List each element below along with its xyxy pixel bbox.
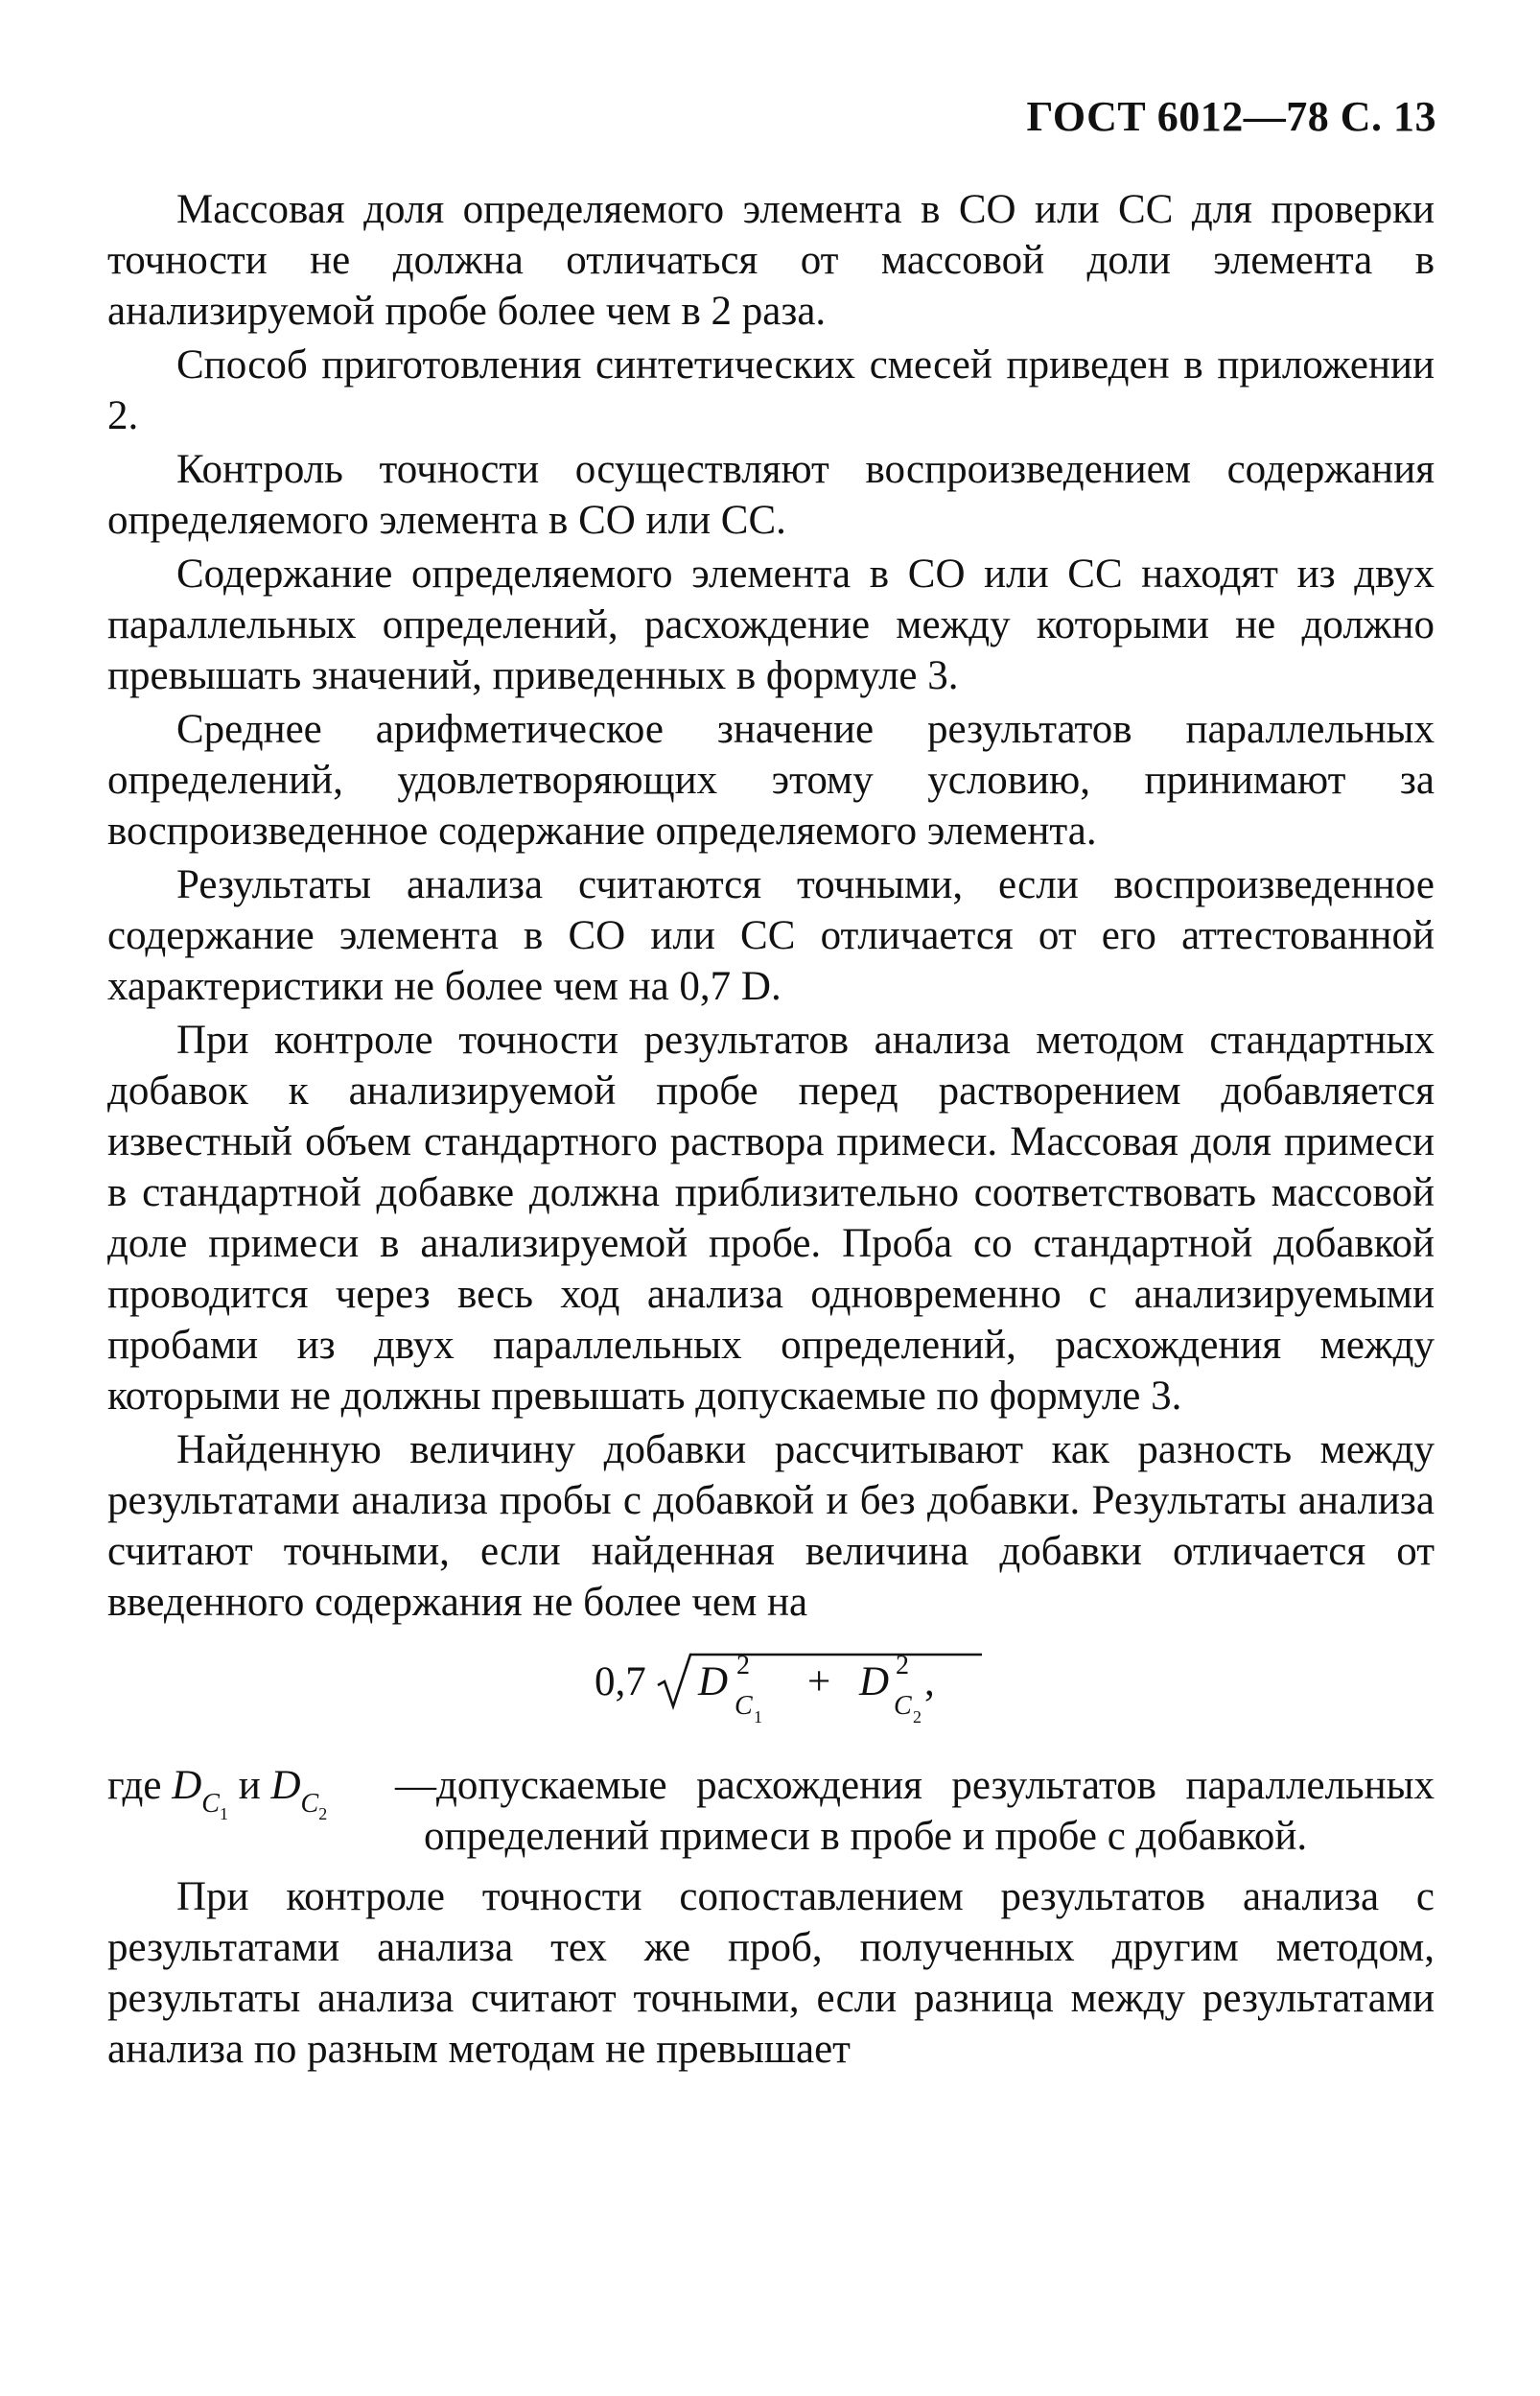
paragraph: Массовая доля определяемого элемента в СО или СС для проверки точности не должна отличаться от массовой доли элемента в анализируемой пробе более чем в 2 раза. (107, 187, 1435, 334)
formula-exponent-2: 2 (896, 1651, 909, 1680)
formula-sub-index-1: 1 (754, 1707, 762, 1727)
paragraph: При контроле точности результатов анализа методом стандартных добавок к анализируемой пробе перед растворением добавляется известный объем стандартного раствора примеси. Массовая доля примеси в стандартной добавке должна приблизительно соответствовать массовой доле примеси в анализируемой пробе. Проба со стандартной добавкой проводится через весь ход анализа одновременно с анализируемыми пробами из двух параллельных определений, расхождения между которыми не должны превышать допускаемые по формуле 3. (107, 1018, 1435, 1419)
formula-exponent-1: 2 (736, 1651, 750, 1680)
formula-var-d2: D (859, 1659, 890, 1704)
paragraph: Способ приготовления синтетических смесей приведен в приложении 2. (107, 342, 1435, 438)
paragraph: Найденную величину добавки рассчитывают как разность между результатами анализа пробы с добавкой и без добавки. Результаты анализа считают точными, если найденная величина добавки отличается от введенного содержания не более чем на (107, 1427, 1435, 1625)
legend-description: —допускаемые расхождения результатов параллельных определений примеси в пробе и пробе с добавкой. (395, 1763, 1435, 1859)
formula-sub-letter-2: C (894, 1691, 912, 1721)
legend-sub-letter-1: C (201, 1789, 220, 1819)
formula (107, 1637, 1435, 1756)
formula-sub-index-2: 2 (913, 1707, 922, 1727)
formula-var-d1: D (698, 1659, 729, 1704)
paragraph: Результаты анализа считаются точными, если воспроизведенное содержание элемента в СО или СС отличается от его аттестованной характеристики не более чем на 0,7 D. (107, 862, 1435, 1009)
formula-comma: , (924, 1659, 935, 1704)
legend-where-word: где (107, 1763, 162, 1808)
formula-plus: + (807, 1659, 831, 1704)
legend-where (107, 1760, 1435, 1864)
formula-sub-letter-1: C (735, 1691, 753, 1721)
body-text (107, 184, 1435, 2078)
legend-conj: и (238, 1763, 261, 1808)
paragraph: Среднее арифметическое значение результатов параллельных определений, удовлетворяющих этому условию, принимают за воспроизведенное содержание определяемого элемента. (107, 707, 1435, 854)
legend-lead (107, 1760, 328, 1823)
legend-var-d1: D (172, 1763, 202, 1808)
paragraph: Содержание определяемого элемента в СО или СС находят из двух параллельных определений, расхождение между которыми не должно превышать значений, приведенных в формуле 3. (107, 552, 1435, 698)
paragraph: При контроле точности сопоставлением результатов анализа с результатами анализа тех же проб, полученных другим методом, результаты анализа считают точными, если разница между результатами анализа по разным методам не превышает (107, 1874, 1435, 2072)
page-header: ГОСТ 6012—78 С. 13 (1026, 93, 1436, 140)
legend-sub-index-1: 1 (219, 1804, 228, 1823)
paragraph: Контроль точности осуществляют воспроизведением содержания определяемого элемента в СО или СС. (107, 447, 1435, 543)
legend-sub-letter-2: C (300, 1789, 319, 1819)
legend-sub-index-2: 2 (318, 1804, 328, 1823)
formula-coefficient: 0,7 (595, 1659, 646, 1704)
legend-var-d2: D (270, 1763, 301, 1808)
